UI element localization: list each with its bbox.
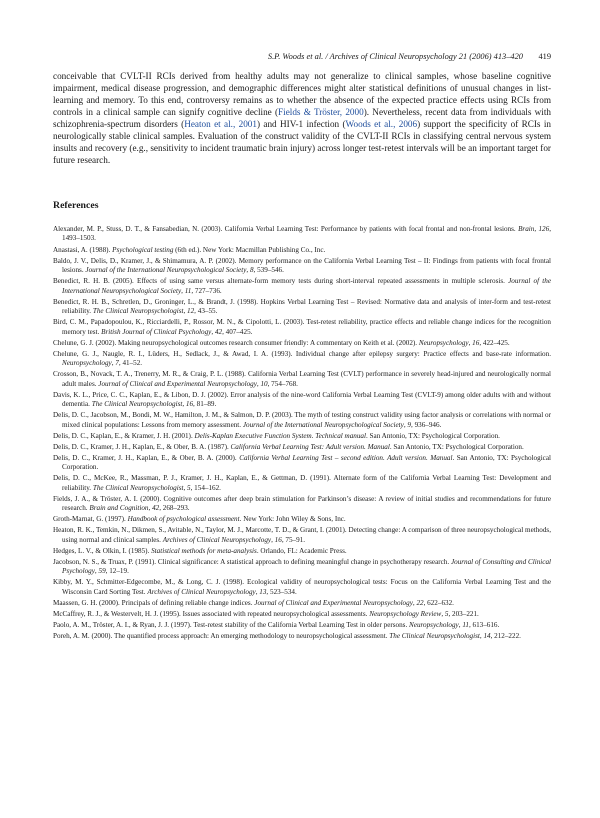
reference-volume: 16	[472, 338, 480, 347]
reference-volume: 12	[187, 307, 195, 315]
reference-source: Neuropsychology	[62, 359, 112, 368]
reference-volume: 7	[115, 359, 119, 368]
reference-text: , 43–55.	[194, 307, 218, 315]
reference-text: . San Antonio, TX: Psychological Corporation.	[389, 442, 524, 451]
reference-volume: 13	[259, 587, 267, 596]
reference-item	[53, 454, 551, 473]
reference-text: ,	[441, 609, 445, 618]
reference-text: , 407–425.	[222, 327, 253, 336]
reference-item	[53, 526, 551, 545]
reference-item	[53, 432, 551, 441]
reference-text: Benedict, R. H. B. (2005). Effects of using same versus alternate-form memory tests during short-interval repeated assessments in multiple sclerosis.	[53, 277, 509, 286]
reference-source: Journal of Clinical and Experimental Neuropsychology	[98, 379, 257, 388]
reference-item	[53, 621, 551, 630]
reference-item	[53, 411, 551, 430]
reference-item	[53, 495, 551, 514]
reference-source: California Verbal Learning Test – second edition. Adult version. Manual	[239, 453, 453, 462]
reference-text: Benedict, R. H. B., Schretlen, D., Groninger, L., & Brandt, J. (1998). Hopkins Verbal Learning Test – Revised: Normative data and analysis of inter-form and test-retest reliability.	[53, 297, 551, 315]
reference-source: British Journal of Clinical Psychology	[101, 327, 212, 336]
reference-source: Archives of Clinical Neuropsychology	[162, 535, 272, 544]
citation-link-woods[interactable]: Woods et al., 2006	[345, 119, 418, 130]
references-heading: References	[53, 200, 99, 211]
reference-text: , 539–546.	[253, 266, 284, 274]
running-title: S.P. Woods et al. / Archives of Clinical Neuropsychology 21 (2006) 413–420	[267, 52, 523, 61]
reference-text: ,	[182, 400, 186, 409]
reference-item	[53, 632, 551, 641]
reference-text: Hedges, L. V., & Olkin, I. (1985).	[53, 546, 152, 555]
reference-source: Journal of the International Neuropsychological Society	[62, 277, 552, 295]
reference-text: (6th ed.). New York: Macmillan Publishing Co., Inc.	[173, 245, 326, 254]
reference-text: . New York: John Wiley & Sons, Inc.	[239, 515, 346, 524]
reference-text: Baldo, J. V., Delis, D., Kramer, J., & Shimamura, A. P. (2002). Memory performance on the California Verbal Learning Test – II: Findings from patients with focal frontal lesions.	[53, 256, 551, 274]
reference-source: Statistical methods for meta-analysis	[151, 546, 257, 555]
reference-text: ,	[412, 598, 417, 607]
reference-text: ,	[468, 338, 473, 347]
reference-volume: 14	[483, 631, 491, 640]
body-text-4: ) support the specificity of RCIs in neurologically stable clinical samples. Evaluation of the construct validity of the CVLT-II RCIs in classifying central nervous system insults and recovery (e.g., sensitivity to incident traumatic brain injury) across longer test-retest intervals will be an important target for future research.	[53, 119, 551, 166]
reference-text: Delis, D. C., Kramer, J. H., Kaplan, E., & Ober, B. A. (2000).	[53, 453, 240, 462]
reference-text: Maassen, G. H. (2000). Principals of defining reliable change indices.	[53, 598, 255, 607]
reference-volume: 11	[462, 620, 469, 629]
reference-text: ,	[255, 587, 260, 596]
reference-source: Brain	[518, 225, 535, 233]
reference-text: Anastasi, A. (1988).	[53, 245, 113, 254]
reference-item	[53, 515, 551, 524]
reference-text: , 1493–1503.	[62, 225, 551, 243]
reference-source: The Clinical Neuropsychologist	[92, 483, 184, 492]
reference-text: ,	[458, 620, 463, 629]
reference-item	[53, 599, 551, 608]
reference-text: Delis, D. C., Kramer, J. H., Kaplan, E., & Ober, B. A. (1987).	[53, 442, 231, 451]
reference-source: Journal of the International Neuropsychological Society	[242, 420, 404, 429]
reference-text: Crosson, B., Novack, T. A., Trenerry, M. R., & Craig, P. L. (1988). California Verbal Learning Test (CVLT) performance in severely head-injured and neurologically normal adult males.	[53, 370, 551, 388]
reference-text: Fields, J. A., & Tröster, A. I. (2000). Cognitive outcomes after deep brain stimulation for Parkinson’s disease: A review of initial studies and recommendations for future research.	[53, 494, 551, 513]
reference-item	[53, 318, 551, 337]
reference-item	[53, 547, 551, 556]
reference-text: Heaton, R. K., Temkin, N., Dikmen, S., Avitable, N., Taylor, M. J., Marcotte, T. D., & Grant, I. (2001). Detecting change: A comparison of three neuropsychological methods, using normal and clinical samples.	[53, 526, 551, 544]
body-text-2: ). Nevertheless, recent data from individuals with schizophrenia-spectrum disorders (	[53, 107, 551, 130]
reference-source: Archives of Clinical Neuropsychology	[147, 587, 256, 596]
reference-volume: 5	[444, 609, 449, 618]
reference-volume: 10	[260, 379, 268, 388]
reference-item	[53, 610, 551, 619]
reference-text: , 154–162.	[190, 483, 221, 492]
reference-text: ,	[94, 567, 99, 576]
reference-text: ,	[111, 359, 116, 368]
reference-volume: 11	[184, 286, 192, 295]
reference-text: Chelune, G. J., Naugle, R. I., Lüders, H., Sedlack, J., & Awad, I. A. (1993). Individual change after epilepsy surgery: Practice effects and base-rate information.	[53, 349, 551, 358]
body-text-1: conceivable that CVLT-II RCIs derived from healthy adults may not generalize to clinical samples, whose baseline cognitive impairment, medical disease progression, and demographic differences might alter statistical definitions of unusual changes in list-learning and memory. To this end, controversy remains as to whether the absence of the expected practice effects using RCIs from controls in a clinical sample can signify cognitive decline (	[53, 71, 551, 118]
reference-text: ,	[403, 420, 408, 429]
reference-text: ,	[211, 327, 215, 336]
reference-source: Neuropsychology	[409, 620, 459, 629]
reference-volume: 59	[98, 567, 106, 576]
reference-text: Delis, D. C., McKee, R., Massman, P. J., Kramer, J. H., Kaplan, E., & Gettman, D. (1991). Alternate form of the California Verbal Learning Test: Development and reliability.	[53, 474, 551, 492]
reference-text: Davis, K. L., Price, C. C., Kaplan, E., & Libon, D. J. (2002). Error analysis of the nine-word California Verbal Learning Test (CVLT-9) among older adults with and without dementia.	[53, 390, 551, 409]
reference-text: ,	[183, 307, 188, 315]
reference-text: ,	[246, 266, 250, 274]
reference-item	[53, 474, 551, 493]
reference-item	[53, 350, 551, 369]
reference-item	[53, 558, 551, 577]
citation-link-fields-troster[interactable]: Fields & Tröster, 2000	[278, 107, 364, 118]
reference-text: . San Antonio, TX: Psychological Corporation.	[365, 431, 500, 440]
reference-text: Chelune, G. J. (2002). Making neuropsychological outcomes research consumer friendly: A commentary on Keith et al. (2002).	[53, 338, 419, 347]
reference-source: Brain and Cognition	[89, 504, 149, 513]
reference-text: Paolo, A. M., Tröster, A. I., & Ryan, J. J. (1997). Test-retest stability of the California Verbal Learning Test in older persons.	[53, 620, 410, 629]
reference-text: ,	[479, 631, 484, 640]
reference-text: , 81–89.	[193, 400, 217, 409]
reference-text: , 523–534.	[266, 587, 297, 596]
reference-text: ,	[534, 225, 539, 233]
running-header	[53, 51, 551, 63]
reference-text: Jacobson, N. S., & Truax, P. (1991). Clinical significance: A statistical approach to defining meaningful change in psychotherapy research.	[53, 557, 451, 566]
reference-volume: 16	[274, 535, 282, 544]
body-text-3: ) and HIV-1 infection (	[256, 119, 346, 130]
reference-text: Alexander, M. P., Stuss, D. T., & Fansabedian, N. (2003). California Verbal Learning Test: Performance by patients with focal frontal and non-frontal lesions.	[53, 225, 519, 233]
reference-source: California Verbal Learning Test: Adult version. Manual	[230, 442, 390, 451]
reference-text: Poreh, A. M. (2000). The quantified process approach: An emerging methodology to neuropsychological assessment.	[53, 631, 390, 640]
reference-text: ,	[148, 504, 153, 513]
reference-text: Groth-Marnat, G. (1997).	[53, 515, 128, 524]
reference-source: Journal of Clinical and Experimental Neuropsychology	[254, 598, 413, 607]
reference-volume: 8	[249, 266, 254, 274]
reference-text: , 422–425.	[479, 338, 510, 347]
reference-source: Neuropsychology	[418, 338, 469, 347]
reference-source: Delis-Kaplan Executive Function System. Technical manual	[194, 431, 366, 440]
reference-text: Kibby, M. Y., Schmitter-Edgecombe, M., & Long, C. J. (1998). Ecological validity of neuropsychological tests: Focus on the California Verbal Learning Test and the Wisconsin Card Sorting Test.	[53, 578, 551, 596]
reference-item	[53, 578, 551, 597]
reference-source: Journal of Consulting and Clinical Psychology	[62, 557, 551, 576]
reference-source: Neuropsychology Review	[369, 609, 442, 618]
reference-text: , 727–736.	[191, 286, 222, 295]
reference-text: , 613–616.	[468, 620, 500, 629]
reference-text: . Orlando, FL: Academic Press.	[256, 546, 347, 555]
reference-text: , 936–946.	[411, 420, 442, 429]
reference-text: , 41–52.	[118, 359, 143, 368]
reference-item	[53, 246, 551, 255]
reference-text: Delis, D. C., Jacobson, M., Bondi, M. W., Hamilton, J. M., & Salmon, D. P. (2003). The myth of testing construct validity using factor analysis or correlations with normal or mixed clinical populations: Lessons from memory assessment.	[53, 411, 551, 429]
reference-source: The Clinical Neuropsychologist	[389, 631, 480, 640]
reference-item	[53, 257, 551, 276]
reference-text: , 754–768.	[267, 379, 298, 388]
reference-source: The Clinical Neuropsychologist	[92, 307, 184, 315]
reference-item	[53, 298, 551, 317]
reference-text: ,	[183, 483, 188, 492]
reference-item	[53, 225, 551, 244]
reference-text: ,	[271, 535, 275, 544]
reference-item	[53, 339, 551, 348]
reference-text: ,	[256, 379, 261, 388]
body-paragraph	[53, 70, 551, 166]
reference-volume: 42	[152, 504, 160, 513]
reference-source: Journal of the International Neuropsychological Society	[85, 266, 247, 274]
reference-source: Handbook of psychological assessment	[127, 515, 240, 524]
reference-volume: 16	[185, 400, 194, 409]
reference-text: . San Antonio, TX: Psychological Corporation.	[62, 453, 552, 472]
reference-text: , 622–632.	[423, 598, 454, 607]
page-number: 419	[538, 52, 551, 61]
references-list	[53, 225, 551, 643]
reference-text: , 75–91.	[281, 535, 306, 544]
reference-text: , 203–221.	[448, 609, 479, 618]
reference-volume: 126	[538, 225, 550, 233]
reference-source: Psychological testing	[112, 245, 174, 254]
reference-item	[53, 443, 551, 452]
reference-text: Delis, D. C., Kaplan, E., & Kramer, J. H. (2001).	[53, 431, 195, 440]
reference-item	[53, 391, 551, 410]
reference-text: , 12–19.	[105, 567, 129, 576]
reference-text: ,	[181, 286, 185, 295]
reference-text: Bird, C. M., Papadopoulou, K., Ricciardelli, P., Rossor, M. N., & Cipolotti, L. (2003). Test-retest reliability, practice effects and reliable change indices for the recognition memory test.	[53, 318, 551, 336]
reference-item	[53, 370, 551, 389]
reference-item	[53, 277, 551, 296]
reference-volume: 42	[214, 327, 223, 336]
reference-text: , 268–293.	[159, 504, 190, 513]
reference-volume: 9	[407, 420, 411, 429]
reference-volume: 5	[187, 483, 191, 492]
reference-volume: 22	[416, 598, 424, 607]
reference-source: The Clinical Neuropsychologist	[91, 400, 183, 409]
reference-text: McCaffrey, R. J., & Westervelt, H. J. (1995). Issues associated with repeated neuropsychological assessments.	[53, 609, 370, 618]
citation-link-heaton[interactable]: Heaton et al., 2001	[184, 119, 257, 130]
reference-text: , 212–222.	[490, 631, 521, 640]
